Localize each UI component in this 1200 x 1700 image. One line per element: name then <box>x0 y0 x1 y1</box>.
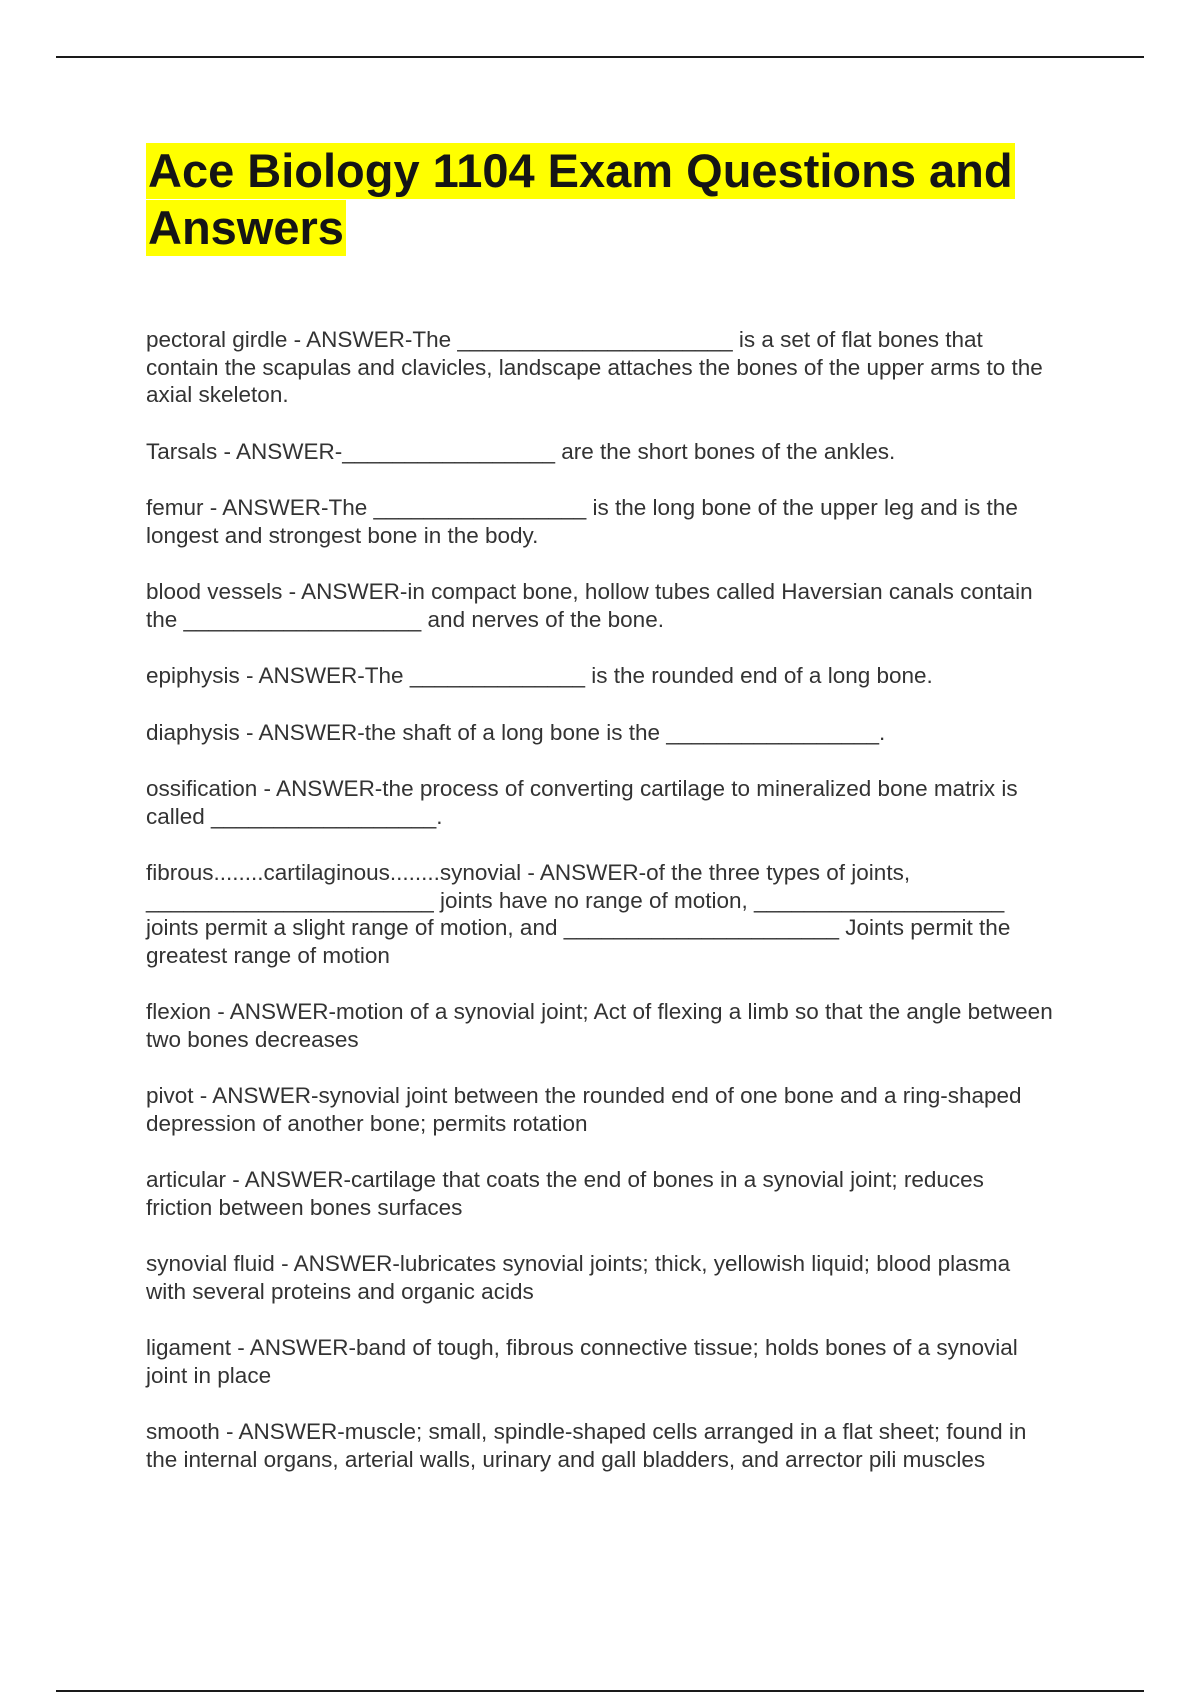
qa-item: pivot - ANSWER-synovial joint between the rounded end of one bone and a ring-shaped depression of another bone; permits rotation <box>146 1083 1022 1136</box>
qa-item: flexion - ANSWER-motion of a synovial joint; Act of flexing a limb so that the angle between two bones decreases <box>146 999 1053 1052</box>
document-title <box>146 142 1056 256</box>
qa-item: blood vessels - ANSWER-in compact bone, hollow tubes called Haversian canals contain the ___________________ and nerves of the bone. <box>146 579 1033 632</box>
qa-item: smooth - ANSWER-muscle; small, spindle-shaped cells arranged in a flat sheet; found in the internal organs, arterial walls, urinary and gall bladders, and arrector pili muscles <box>146 1419 1027 1472</box>
qa-item: pectoral girdle - ANSWER-The ______________________ is a set of flat bones that contain the scapulas and clavicles, landscape attaches the bones of the upper arms to the axial skeleton. <box>146 327 1043 407</box>
qa-item: fibrous........cartilaginous........synovial - ANSWER-of the three types of joints, _______________________ joints have no range of motion, ____________________ joints permit a slight range of motion, and ______________________ Joints permit the greatest range of motion <box>146 860 1011 968</box>
qa-item: ossification - ANSWER-the process of converting cartilage to mineralized bone matrix is called __________________. <box>146 776 1018 829</box>
qa-item: femur - ANSWER-The _________________ is the long bone of the upper leg and is the longest and strongest bone in the body. <box>146 495 1018 548</box>
document-body <box>146 142 1056 1472</box>
qa-item: ligament - ANSWER-band of tough, fibrous connective tissue; holds bones of a synovial joint in place <box>146 1335 1018 1388</box>
qa-item: articular - ANSWER-cartilage that coats the end of bones in a synovial joint; reduces friction between bones surfaces <box>146 1167 984 1220</box>
bottom-page-rule <box>56 1690 1144 1692</box>
qa-list <box>146 326 1056 1502</box>
qa-item: epiphysis - ANSWER-The ______________ is the rounded end of a long bone. <box>146 663 933 688</box>
top-page-rule <box>56 56 1144 58</box>
qa-item: diaphysis - ANSWER-the shaft of a long bone is the _________________. <box>146 719 886 745</box>
qa-item: Tarsals - ANSWER-_________________ are the short bones of the ankles. <box>146 438 896 464</box>
title-highlight: Ace Biology 1104 Exam Questions and Answers <box>148 144 1013 254</box>
qa-item: synovial fluid - ANSWER-lubricates synovial joints; thick, yellowish liquid; blood plasma with several proteins and organic acids <box>146 1251 1011 1304</box>
